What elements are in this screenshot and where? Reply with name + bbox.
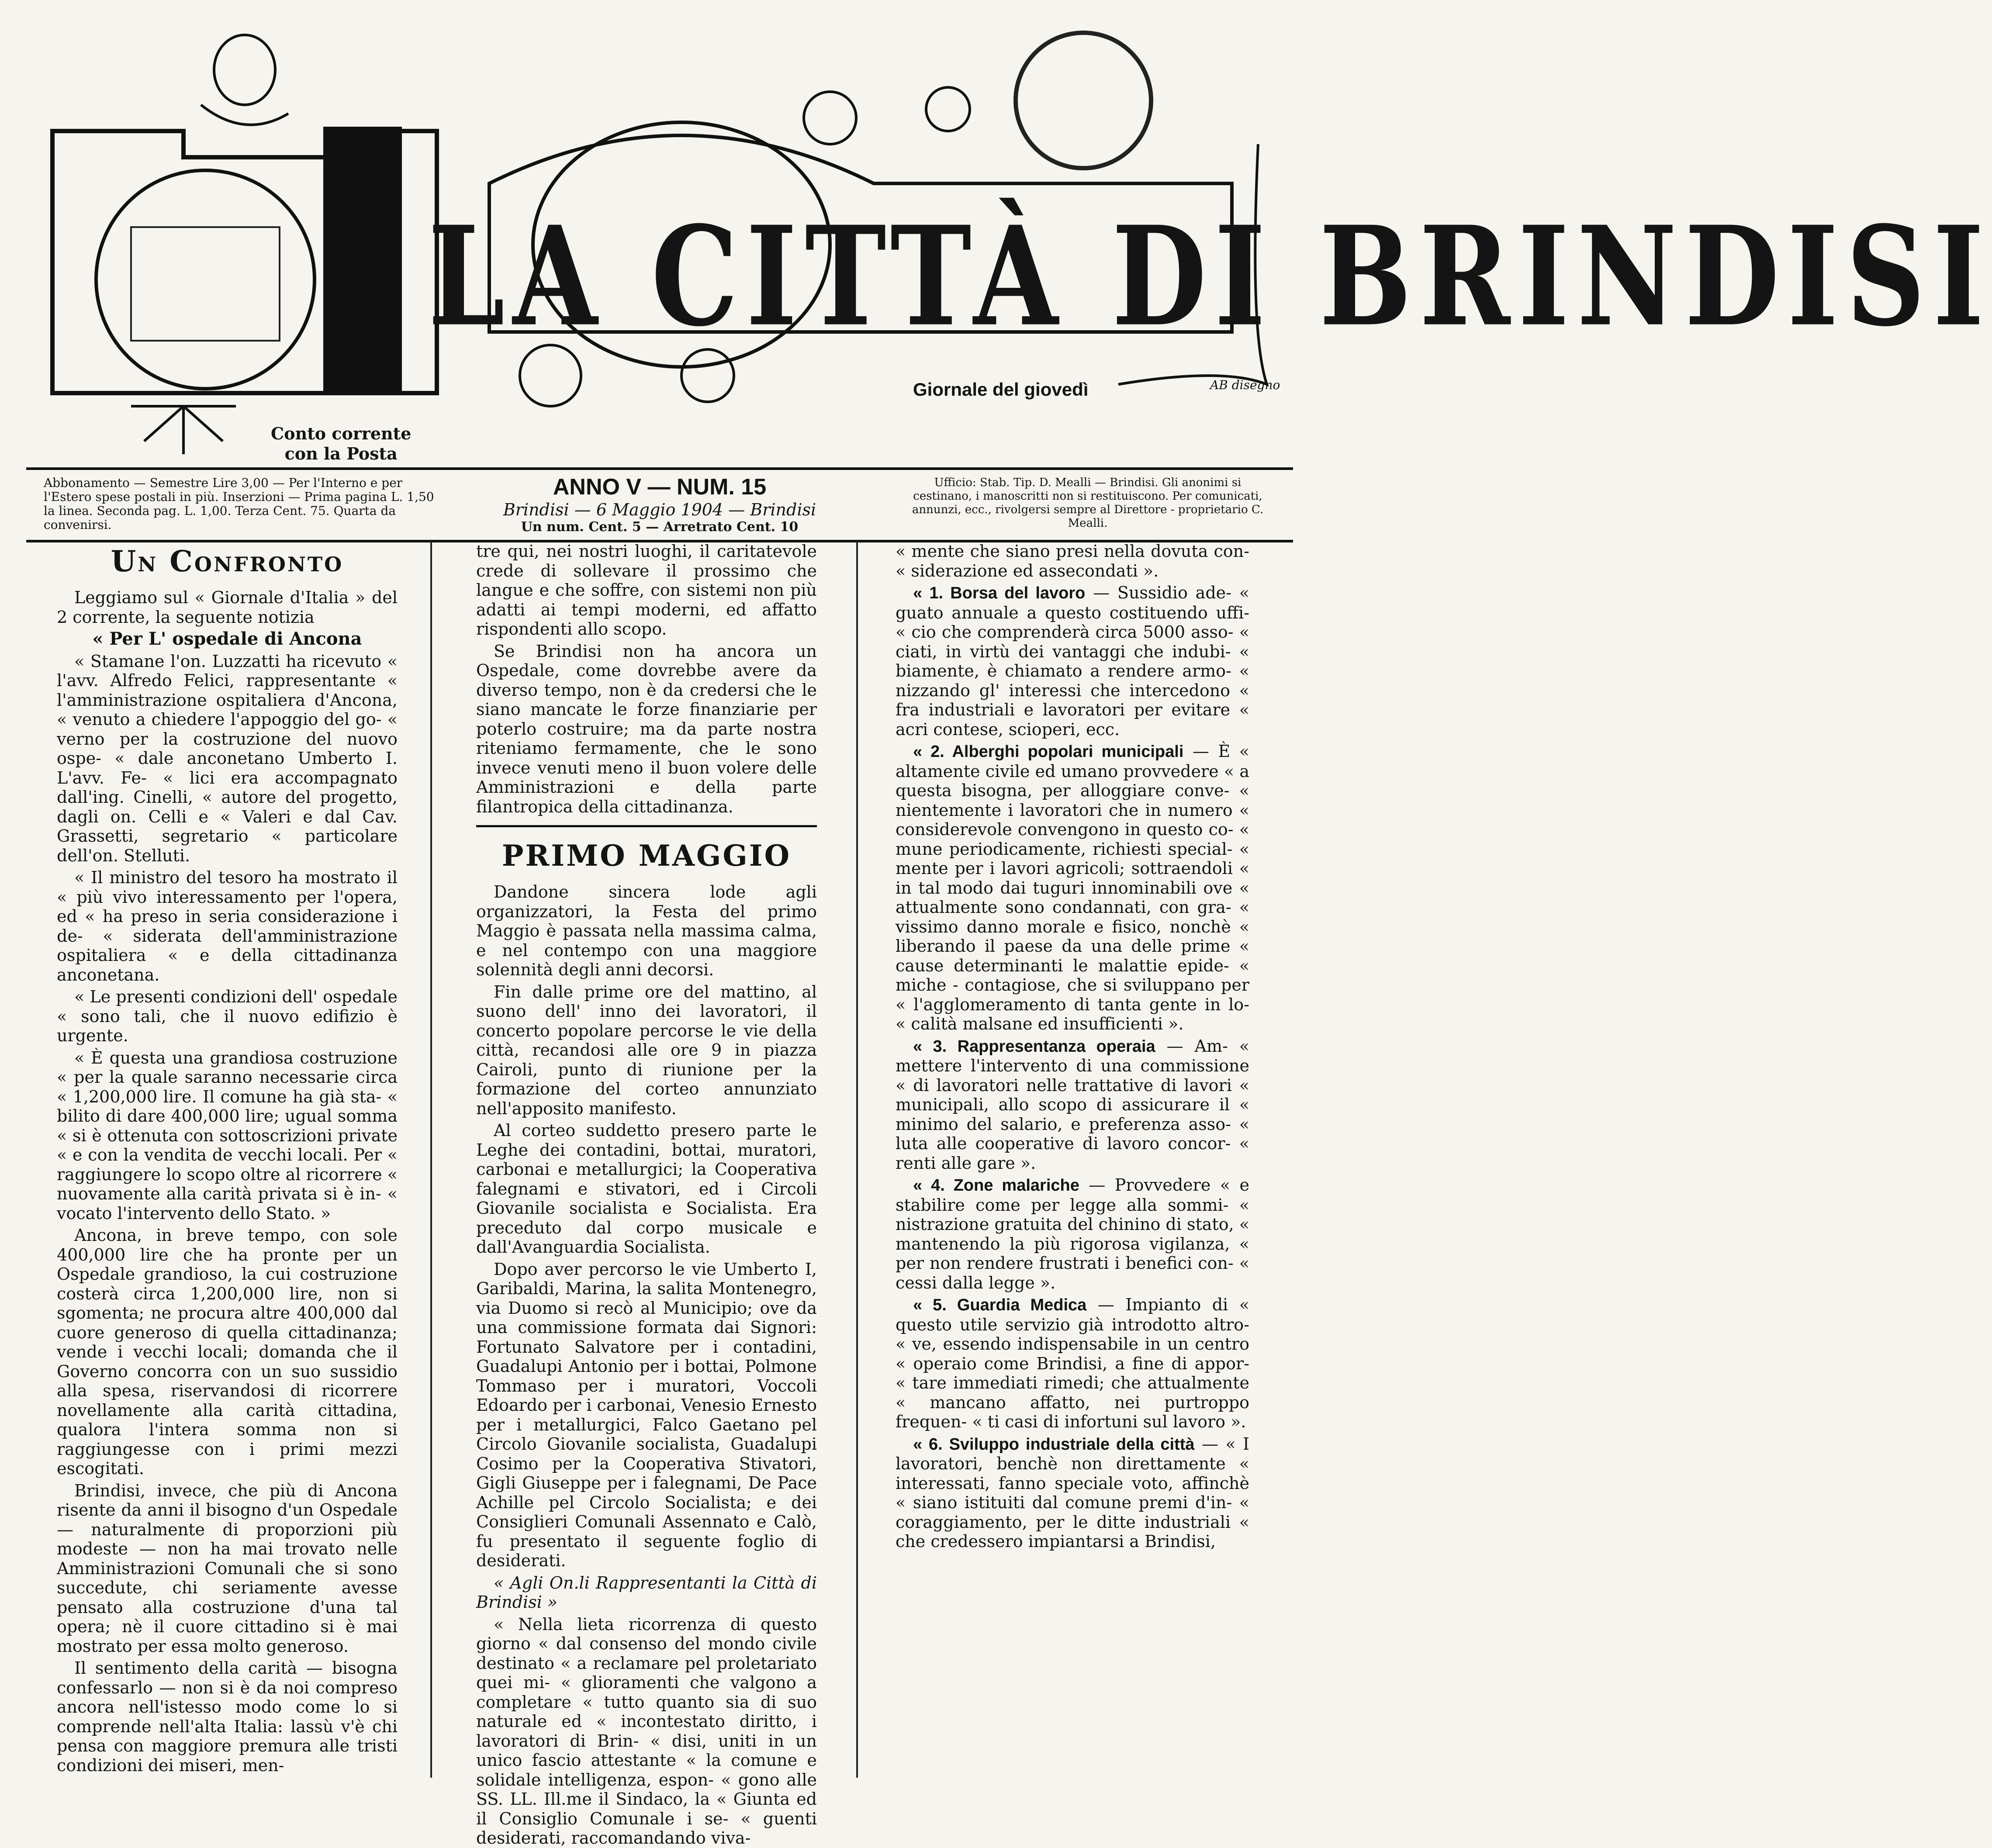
item-title: « 2. Alberghi popolari municipali	[913, 743, 1184, 761]
paragraph: « Il ministro del tesoro ha mostrato il « più vivo interessamento per l'opera, ed « ha preso in seria considerazione i de- « siderata dell'amministrazione ospitaliera « e della cittadinanza anconetana.	[57, 868, 398, 984]
item-text: — Impianto di « questo utile servizio già introdotto altro- « ve, essendo indispensabile in un centro « operaio come Brindisi, a fine di appor- « tare immediati rimedi; che attualmente « mancano affatto, nei purtroppo frequen- « ti casi di infortuni sul lavoro ».	[896, 1295, 1250, 1431]
issue-number: ANNO V — NUM. 15	[553, 474, 767, 500]
paragraph: tre qui, nei nostri luoghi, il caritatevole crede di sollevare il prossimo che langue e che soffre, con sistemi non più adatti ai tempi moderni, ed affatto rispondenti allo scopo.	[476, 542, 817, 639]
item-title: « 6. Sviluppo industriale della città	[913, 1435, 1195, 1454]
item-title: « 5. Guardia Medica	[913, 1296, 1087, 1314]
paragraph	[896, 1175, 1249, 1292]
item-text: — Am- « mettere l'intervento di una commissione « di lavoratori nelle trattative di lavori « municipali, allo scopo di assicurare il « minimo del salario, e preferenza asso- « luta alle cooperative di lavoro concor- « renti alle gare ».	[896, 1036, 1249, 1173]
paragraph: « mente che siano presi nella dovuta con- « siderazione ed assecondati ».	[896, 542, 1249, 580]
paragraph: Ancona, in breve tempo, con sole 400,000 lire che ha pronte per un Ospedale grandioso, la cui costruzione costerà circa 1,200,000 lire, non si sgomenta; ne procura altre 400,000 dal cuore generoso di quella cittadinanza; vende i vecchi locali; domanda che il Governo concorra con un suo sussidio alla spesa, riservandosi di ricorrere novellamente alla carità cittadina, qualora l'intera somma non si raggiungesse con i primi mezzi escogitati.	[57, 1226, 398, 1478]
paragraph	[896, 1434, 1249, 1551]
artist-signature: AB disegno	[1210, 378, 1280, 392]
paragraph: Leggiamo sul « Giornale d'Italia » del 2 corrente, la seguente notizia	[57, 588, 398, 627]
newspaper-subtitle: Giornale del giovedì	[913, 379, 1089, 400]
office-info: Ufficio: Stab. Tip. D. Mealli — Brindisi. Gli anonimi si cestinano, i manoscritti non si restituiscono. Per comunicati, annunzi, ecc., rivolgersi sempre al Direttore - proprietario C. Mealli.	[912, 476, 1264, 530]
vignette-circle	[96, 170, 315, 389]
paragraph: Il sentimento della carità — bisogna confessarlo — non si è da noi compreso ancora nell'istesso modo come lo si comprende nell'alta Italia: lassù v'è chi pensa con maggiore premura alle tristi condizioni dei miseri, men-	[57, 1658, 398, 1775]
article-heading-primo-maggio: PRIMO MAGGIO	[476, 825, 817, 875]
paragraph: Fin dalle prime ore del mattino, al suono dell' inno dei lavoratori, il concerto popolare percorse le vie della città, recandosi alle ore 9 in piazza Cairoli, punto di riunione per la formazione del corteo annunziato nell'apposito manifesto.	[476, 982, 817, 1118]
item-title: « 1. Borsa del lavoro	[913, 584, 1086, 602]
paragraph: Al corteo suddetto presero parte le Leghe dei contadini, bottai, muratori, carbonai e metallurgici; la Cooperativa falegnami e stivatori, ed i Circoli Giovanile socialista e Socialista. Era preceduto dal corpo musicale e dall'Avanguardia Socialista.	[476, 1121, 817, 1257]
paragraph: Brindisi, invece, che più di Ancona risente da anni il bisogno d'un Ospedale — naturalmente di proporzioni più modeste — non ha mai trovato nelle Amministrazioni Comunali che si sono succedute, chi seriamente avesse pensato alla costruzione d'una tal opera; nè il cuore cittadino si è mai mostrato per essa molto generoso.	[57, 1481, 398, 1656]
issue-info	[481, 474, 839, 535]
item-title: « 4. Zone malariche	[913, 1176, 1079, 1195]
column-1	[57, 542, 398, 1778]
paragraph: « Stamane l'on. Luzzatti ha ricevuto « l'avv. Alfredo Felici, rappresentante « l'amministrazione ospitaliera d'Ancona, « venuto a chiedere l'appoggio del go- « verno per la costruzione del nuovo ospe- « dale anconetano Umberto I. L'avv. Fe- « lici era accompagnato dall'ing. Cinelli, « autore del progetto, dagli on. Celli e « Valeri e dal Cav. Grassetti, segretario « particolare dell'on. Stelluti.	[57, 651, 398, 865]
article-heading-confronto: Un Confronto	[111, 544, 344, 578]
column-3	[896, 542, 1249, 1778]
item-text: — Sussidio ade- « guato annuale a questo costituendo uffi- « cio che comprenderà circa 5000 asso- « ciati, in virtù dei vantaggi che indubi- « biamente, è chiamato a rendere armo- « nizzando gl' interessi che intercedono « fra industriali e lavoratori per evitare « acri contese, scioperi, ecc.	[896, 583, 1249, 739]
paragraph: « Nella lieta ricorrenza di questo giorno « dal consenso del mondo civile destinato « a reclamare pel proletariato quei mi- « glioramenti che valgono a completare « tutto quanto sia di suo naturale ed « incontestato diritto, i lavoratori di Brin- « disi, uniti in un unico fascio attestante « la comune e solidale intelligenza, espon- « gono alle SS. LL. Ill.me il Sindaco, la « Giunta ed il Consiglio Comunale i se- « guenti desiderati, raccomandando viva-	[476, 1614, 817, 1848]
item-title: « 3. Rappresentanza operaia	[913, 1037, 1155, 1056]
column-rule	[856, 542, 858, 1778]
paragraph	[896, 1036, 1249, 1173]
subheading: « Per L' ospedale di Ancona	[92, 629, 362, 649]
paragraph	[896, 1295, 1249, 1432]
paragraph: « Le presenti condizioni dell' ospedale « sono tali, che il nuovo edifizio è urgente.	[57, 987, 398, 1045]
item-text: — « I lavoratori, benchè non direttamente « interessati, fanno speciale voto, affinchè « siano istituiti dal comune premi d'in- « coraggiamento, per le ditte industriali « che credessero impiantarsi a Brindisi,	[896, 1434, 1250, 1551]
paragraph	[896, 583, 1249, 739]
item-text: — Provvedere « e stabilire come per legge alla sommi- « nistrazione gratuita del chinino di stato, « mantenendo la più rigorosa vigilanza, « per non rendere frustrati i benefici con- « cessi dalla legge ».	[896, 1175, 1249, 1292]
paragraph: Dandone sincera lode agli organizzatori, la Festa del primo Maggio è passata nella massima calma, e nel contempo con una maggiore solennità degli anni decorsi.	[476, 882, 817, 979]
column-rule	[430, 542, 432, 1778]
paragraph: « È questa una grandiosa costruzione « per la quale saranno necessarie circa « 1,200,000 lire. Il comune ha già sta- « bilito di dare 400,000 lire; ugual somma « si è ottenuta con sottoscrizioni private « e con la vendita de vecchi locali. Per « raggiungere lo scopo oltre al ricorrere « nuovamente alla carità privata si è in- « vocato l'intervento dello Stato. »	[57, 1048, 398, 1223]
subscription-info: Abbonamento — Semestre Lire 3,00 — Per l'Interno e per l'Estero spese postali in più. Inserzioni — Prima pagina L. 1,50 la linea. Seconda pag. L. 1,00. Terza Cent. 75. Quarta da convenirsi.	[44, 476, 434, 532]
issue-price: Un num. Cent. 5 — Arretrato Cent. 10	[521, 519, 799, 535]
conto-corrente: Conto corrente con la Posta	[271, 424, 412, 463]
item-text: — È « altamente civile ed umano provvedere « a questa bisogna, per alloggiare conve- « nientemente i lavoratori che in numero « considerevole convengono in questo co- « mune periodicamente, richiesti special- « mente per i lavori agricoli; sottraendoli « in tal modo dai tuguri innominabili ove « attualmente sono condannati, con gra- « vissimo danno morale e fisico, nonchè « liberando il paese da una delle prime « cause determinanti le malattie epide- « miche - contagiose, che si sviluppano per « l'agglomeramento di tanta gente in lo- « calità malsane ed insufficienti ».	[896, 742, 1249, 1033]
library-stamp	[1013, 31, 1153, 170]
paragraph: « Agli On.li Rappresentanti la Città di Brindisi »	[476, 1573, 817, 1612]
column-2	[476, 542, 817, 1848]
paragraph: Dopo aver percorso le vie Umberto I, Garibaldi, Marina, la salita Montenegro, via Duomo si recò al Municipio; ove da una commissione formata dai Signori: Fortunato Salvatore per i contadini, Guadalupi Antonio per i bottai, Polmone Tommaso per i muratori, Voccoli Edoardo per i carbonai, Venesio Ernesto per i metallurgici, Falco Gaetano pel Circolo Giovanile socialista, Guadalupi Cosimo per la Cooperativa Stivatori, Gigli Giuseppe per i falegnami, De Pace Achille pel Circolo Socialista; e dei Consiglieri Comunali Assennato e Calò, fu presentato il seguente foglio di desiderati.	[476, 1259, 817, 1570]
masthead	[0, 0, 1992, 472]
newspaper-title: LA CITTÀ DI BRINDISI	[428, 196, 1992, 357]
paragraph: Se Brindisi non ha ancora un Ospedale, come dovrebbe avere da diverso tempo, non è da credersi che le siano mancate le forze finanziarie per poterlo costruire; ma da parte nostra riteniamo fermamente, che le sono invece venuti meno il buon volere delle Amministrazioni e della parte filantropica della cittadinanza.	[476, 641, 817, 816]
issue-date: Brindisi — 6 Maggio 1904 — Brindisi	[503, 500, 816, 519]
paragraph	[896, 742, 1249, 1034]
